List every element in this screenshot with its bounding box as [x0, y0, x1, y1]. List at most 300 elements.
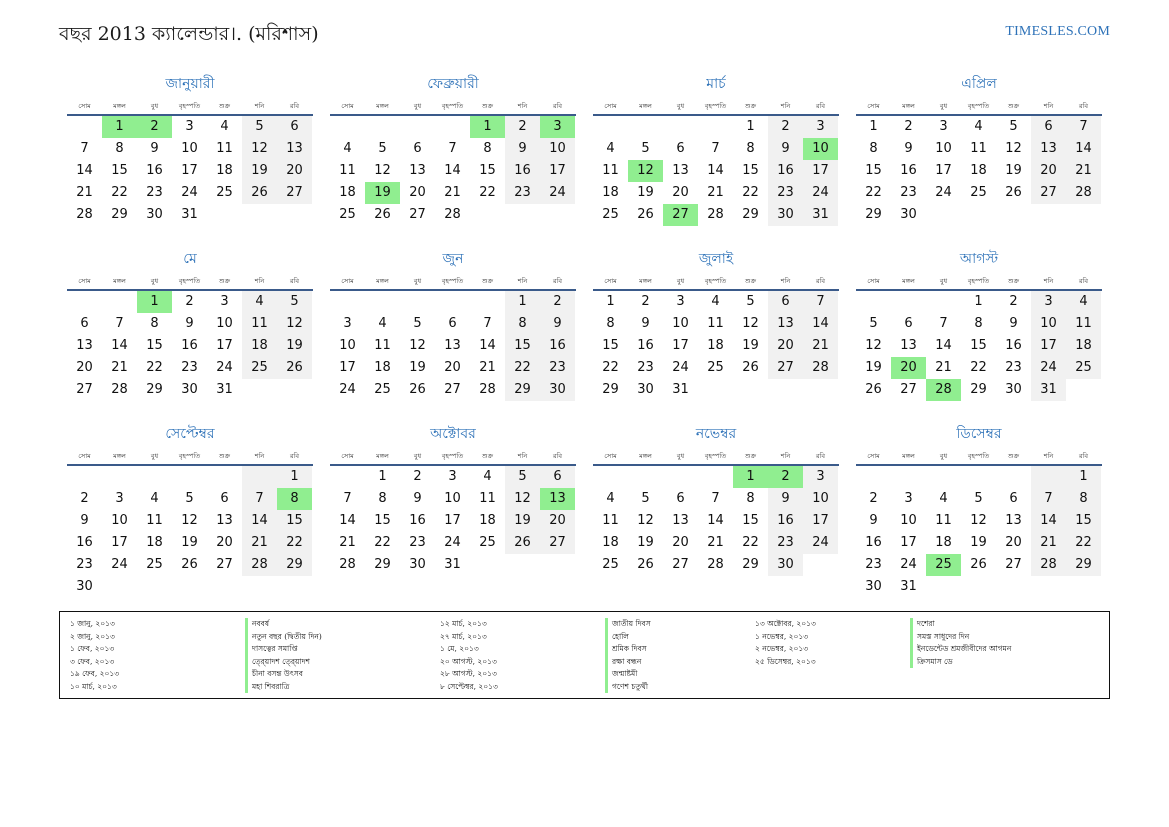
day-cell: 6	[448, 316, 457, 331]
day-cell: 25	[602, 207, 619, 222]
empty-day-cell	[961, 466, 996, 488]
day-cell: 5	[505, 466, 540, 488]
day-cell: 1	[746, 119, 755, 134]
day-cell: 28	[479, 382, 496, 397]
weekday-label: বুধ	[150, 451, 159, 460]
weekday-label: বুধ	[676, 451, 685, 460]
day-grid	[856, 116, 1102, 226]
month-calendar	[593, 425, 839, 600]
day-cell: 7	[343, 491, 352, 506]
day-grid	[330, 116, 576, 226]
day-cell: 20	[409, 185, 426, 200]
day-cell: 17	[181, 163, 198, 178]
day-cell: 21	[479, 360, 496, 375]
day-cell: 9	[540, 313, 575, 335]
holiday-date: ২ নভেম্বর, ২০১৩	[755, 644, 809, 653]
day-cell: 5	[277, 291, 312, 313]
day-cell: 5	[974, 491, 983, 506]
day-cell: 12	[277, 313, 312, 335]
day-cell: 30	[181, 382, 198, 397]
day-cell: 18	[146, 535, 163, 550]
day-cell: 26	[970, 557, 987, 572]
day-cell: 21	[707, 185, 724, 200]
day-cell: 30	[540, 379, 575, 401]
day-cell: 1	[869, 119, 878, 134]
day-cell: 6	[676, 491, 685, 506]
month-name: জুন	[442, 251, 464, 267]
day-cell: 27	[1031, 182, 1066, 204]
day-cell: 16	[1005, 338, 1022, 353]
day-cell: 28	[1031, 554, 1066, 576]
day-cell: 11	[216, 141, 233, 156]
day-cell: 6	[413, 141, 422, 156]
day-cell: 22	[505, 357, 540, 379]
day-cell: 12	[505, 488, 540, 510]
day-cell: 19	[181, 535, 198, 550]
day-cell: 17	[444, 513, 461, 528]
month-calendar	[856, 75, 1102, 250]
empty-day-cell	[67, 466, 102, 488]
weekday-label: শুক্র	[218, 276, 231, 285]
day-cell: 17	[1031, 335, 1066, 357]
day-cell: 16	[505, 160, 540, 182]
holiday-name: ত্র্য়োদশ ত্র্য়োদশ	[245, 656, 440, 669]
weekday-label: সোম	[867, 276, 880, 285]
day-cell: 9	[768, 488, 803, 510]
day-cell: 2	[768, 116, 803, 138]
month-calendar	[856, 250, 1102, 425]
day-cell: 22	[970, 360, 987, 375]
month-name: নভেম্বর	[695, 426, 737, 442]
day-cell: 30	[637, 382, 654, 397]
weekday-header	[856, 98, 1102, 116]
day-cell: 22	[865, 185, 882, 200]
holiday-name: মহা শিবরাত্রি	[245, 681, 440, 694]
day-cell: 4	[483, 469, 492, 484]
empty-day-cell	[207, 466, 242, 488]
holiday-name: হোলি	[605, 631, 755, 644]
day-cell: 20	[1005, 535, 1022, 550]
weekday-label: রবি	[289, 276, 300, 285]
day-cell: 23	[146, 185, 163, 200]
day-cell: 3	[939, 119, 948, 134]
holiday-date-column	[70, 618, 245, 698]
day-cell: 11	[242, 313, 277, 335]
holiday-date: ৩ ফেব, ২০১৩	[70, 656, 115, 666]
month-name: অক্টোবর	[430, 426, 476, 442]
day-cell: 18	[479, 513, 496, 528]
day-cell: 14	[935, 338, 952, 353]
weekday-label: বুধ	[413, 276, 422, 285]
day-cell: 15	[865, 163, 882, 178]
weekday-label: রবি	[552, 276, 563, 285]
day-cell: 18	[242, 335, 277, 357]
day-cell: 27	[768, 357, 803, 379]
weekday-label: রবি	[815, 451, 826, 460]
day-cell: 22	[111, 185, 128, 200]
day-cell: 10	[339, 338, 356, 353]
holiday-day-cell: 20	[891, 357, 926, 379]
day-cell: 10	[803, 488, 838, 510]
day-cell: 20	[672, 185, 689, 200]
day-cell: 22	[742, 535, 759, 550]
weekday-label: শনি	[254, 276, 265, 285]
empty-day-cell	[435, 291, 470, 313]
day-cell: 21	[339, 535, 356, 550]
day-cell: 26	[181, 557, 198, 572]
empty-day-cell	[102, 466, 137, 488]
day-cell: 10	[181, 141, 198, 156]
day-cell: 3	[115, 491, 124, 506]
month-name: ফেব্রুয়ারী	[427, 76, 479, 92]
day-cell: 14	[76, 163, 93, 178]
day-cell: 23	[768, 182, 803, 204]
day-cell: 29	[146, 382, 163, 397]
day-cell: 10	[900, 513, 917, 528]
day-cell: 7	[1066, 116, 1101, 138]
day-cell: 24	[935, 185, 952, 200]
day-cell: 19	[742, 338, 759, 353]
holiday-name: নববর্ষ	[245, 618, 440, 631]
day-cell: 16	[865, 535, 882, 550]
holiday-date: ১২ মার্চ, ২০১৩	[440, 619, 487, 628]
holiday-date: ২ জানু, ২০১৩	[70, 631, 115, 641]
day-cell: 17	[540, 160, 575, 182]
day-cell: 21	[1031, 532, 1066, 554]
empty-day-cell	[67, 116, 102, 138]
day-cell: 25	[970, 185, 987, 200]
empty-day-cell	[137, 466, 172, 488]
weekday-label: মঙ্গল	[902, 451, 915, 460]
weekday-label: সোম	[78, 451, 91, 460]
day-cell: 14	[1066, 138, 1101, 160]
day-cell: 30	[76, 579, 93, 594]
empty-day-cell	[856, 291, 891, 313]
weekday-label: সোম	[867, 451, 880, 460]
day-cell: 12	[865, 338, 882, 353]
day-cell: 2	[80, 491, 89, 506]
weekday-label: শুক্র	[481, 101, 494, 110]
day-cell: 17	[672, 338, 689, 353]
day-cell: 25	[216, 185, 233, 200]
day-cell: 2	[413, 469, 422, 484]
day-cell: 11	[970, 141, 987, 156]
day-cell: 13	[76, 338, 93, 353]
holiday-day-cell: 27	[663, 204, 698, 226]
weekday-label: সোম	[341, 101, 354, 110]
holiday-date: ১০ মার্চ, ২০১৩	[70, 681, 117, 691]
day-cell: 25	[479, 535, 496, 550]
holiday-name: নতুন বছর (দ্বিতীয় দিন)	[245, 631, 440, 644]
day-cell: 14	[242, 510, 277, 532]
day-cell: 26	[1005, 185, 1022, 200]
day-cell: 15	[505, 335, 540, 357]
day-cell: 21	[444, 185, 461, 200]
holiday-day-cell: 1	[102, 116, 137, 138]
day-cell: 29	[374, 557, 391, 572]
day-cell: 8	[606, 316, 615, 331]
day-cell: 14	[803, 313, 838, 335]
weekday-label: মঙ্গল	[639, 451, 652, 460]
day-cell: 19	[865, 360, 882, 375]
day-cell: 18	[707, 338, 724, 353]
day-cell: 30	[146, 207, 163, 222]
day-cell: 9	[150, 141, 159, 156]
empty-day-cell	[102, 291, 137, 313]
day-cell: 25	[602, 557, 619, 572]
weekday-label: শনি	[254, 101, 265, 110]
day-cell: 13	[216, 513, 233, 528]
day-cell: 7	[711, 491, 720, 506]
day-cell: 26	[505, 532, 540, 554]
day-cell: 25	[339, 207, 356, 222]
site-brand-link[interactable]: TIMESLES.COM	[1005, 24, 1110, 39]
day-cell: 14	[111, 338, 128, 353]
day-cell: 20	[444, 360, 461, 375]
day-cell: 12	[742, 316, 759, 331]
weekday-header	[330, 448, 576, 466]
empty-day-cell	[698, 466, 733, 488]
weekday-label: শুক্র	[481, 451, 494, 460]
day-cell: 7	[711, 141, 720, 156]
day-cell: 31	[803, 204, 838, 226]
weekday-label: শুক্র	[744, 276, 757, 285]
day-cell: 15	[970, 338, 987, 353]
day-cell: 12	[637, 513, 654, 528]
day-cell: 6	[676, 141, 685, 156]
month-calendar	[330, 75, 576, 250]
day-cell: 28	[111, 382, 128, 397]
day-cell: 15	[602, 338, 619, 353]
day-cell: 17	[111, 535, 128, 550]
day-cell: 28	[444, 207, 461, 222]
day-cell: 26	[242, 182, 277, 204]
weekday-label: সোম	[341, 276, 354, 285]
day-cell: 11	[1066, 313, 1101, 335]
day-cell: 19	[242, 160, 277, 182]
holiday-date-column	[755, 618, 910, 698]
holiday-date: ২০ আগস্ট, ২০১৩	[440, 656, 497, 666]
day-cell: 2	[185, 294, 194, 309]
day-cell: 27	[900, 382, 917, 397]
weekday-label: বৃহস্পতি	[441, 101, 464, 110]
day-cell: 17	[803, 160, 838, 182]
day-cell: 25	[242, 357, 277, 379]
weekday-header	[593, 98, 839, 116]
day-cell: 22	[602, 360, 619, 375]
day-cell: 15	[146, 338, 163, 353]
weekday-label: শনি	[517, 276, 528, 285]
day-cell: 22	[374, 535, 391, 550]
holiday-name-column	[245, 618, 440, 698]
holiday-name: জাতীয় দিবস	[605, 618, 755, 631]
weekday-label: বৃহস্পতি	[178, 276, 201, 285]
day-cell: 2	[869, 491, 878, 506]
day-cell: 12	[970, 513, 987, 528]
weekday-header	[856, 448, 1102, 466]
weekday-label: শুক্র	[744, 101, 757, 110]
day-cell: 31	[900, 579, 917, 594]
day-cell: 8	[746, 141, 755, 156]
day-cell: 16	[76, 535, 93, 550]
day-cell: 8	[746, 491, 755, 506]
day-cell: 9	[80, 513, 89, 528]
weekday-label: বৃহস্পতি	[967, 451, 990, 460]
day-cell: 4	[974, 119, 983, 134]
holiday-name-column	[605, 618, 755, 698]
day-cell: 18	[339, 185, 356, 200]
day-cell: 4	[242, 291, 277, 313]
day-cell: 26	[409, 382, 426, 397]
day-cell: 24	[803, 532, 838, 554]
day-cell: 31	[672, 382, 689, 397]
day-cell: 7	[115, 316, 124, 331]
day-cell: 20	[672, 535, 689, 550]
day-cell: 6	[80, 316, 89, 331]
day-cell: 8	[505, 313, 540, 335]
day-cell: 6	[220, 491, 229, 506]
day-cell: 15	[479, 163, 496, 178]
weekday-label: মঙ্গল	[113, 276, 126, 285]
day-cell: 7	[483, 316, 492, 331]
weekday-header	[67, 448, 313, 466]
holiday-day-cell: 10	[803, 138, 838, 160]
day-cell: 31	[181, 207, 198, 222]
day-cell: 17	[339, 360, 356, 375]
weekday-label: রবি	[1078, 451, 1089, 460]
holiday-day-cell: 2	[768, 466, 803, 488]
empty-day-cell	[330, 291, 365, 313]
weekday-header	[856, 273, 1102, 291]
day-cell: 12	[409, 338, 426, 353]
day-grid	[593, 466, 839, 576]
holiday-date: ১ নভেম্বর, ২০১৩	[755, 631, 809, 641]
day-cell: 10	[540, 138, 575, 160]
day-cell: 15	[1066, 510, 1101, 532]
weekday-label: শনি	[780, 101, 791, 110]
day-cell: 4	[711, 294, 720, 309]
weekday-label: শুক্র	[218, 101, 231, 110]
weekday-label: মঙ্গল	[376, 451, 389, 460]
day-cell: 4	[606, 491, 615, 506]
day-cell: 13	[672, 513, 689, 528]
day-cell: 3	[803, 116, 838, 138]
month-calendar	[330, 425, 576, 600]
day-cell: 19	[277, 335, 312, 357]
day-grid	[330, 466, 576, 576]
day-cell: 24	[540, 182, 575, 204]
day-cell: 30	[768, 554, 803, 576]
month-calendar	[330, 250, 576, 425]
empty-day-cell	[365, 291, 400, 313]
holiday-name: জন্মাষ্টমী	[605, 668, 755, 681]
day-cell: 8	[974, 316, 983, 331]
holiday-day-cell: 28	[926, 379, 961, 401]
weekday-label: শুক্র	[1007, 451, 1020, 460]
day-cell: 15	[374, 513, 391, 528]
day-cell: 21	[935, 360, 952, 375]
day-cell: 16	[637, 338, 654, 353]
holiday-name: রক্ষা বন্ধন	[605, 656, 755, 669]
day-cell: 24	[1031, 357, 1066, 379]
day-cell: 26	[865, 382, 882, 397]
weekday-label: শনি	[1043, 451, 1054, 460]
day-cell: 24	[181, 185, 198, 200]
day-cell: 23	[505, 182, 540, 204]
weekday-label: বৃহস্পতি	[704, 276, 727, 285]
empty-day-cell	[470, 291, 505, 313]
day-cell: 30	[409, 557, 426, 572]
holiday-name: সমস্ত সাধুদের দিন	[910, 631, 1121, 644]
day-cell: 2	[505, 116, 540, 138]
day-cell: 3	[904, 491, 913, 506]
day-cell: 1	[1066, 466, 1101, 488]
day-cell: 8	[869, 141, 878, 156]
day-cell: 19	[637, 185, 654, 200]
day-grid	[593, 116, 839, 226]
weekday-label: বুধ	[939, 276, 948, 285]
day-cell: 29	[602, 382, 619, 397]
holiday-day-cell: 1	[470, 116, 505, 138]
month-calendar	[67, 250, 313, 425]
weekday-label: বৃহস্পতি	[967, 276, 990, 285]
holiday-date: ২৭ মার্চ, ২০১৩	[440, 631, 487, 641]
day-cell: 19	[1005, 163, 1022, 178]
day-cell: 19	[970, 535, 987, 550]
day-cell: 28	[76, 207, 93, 222]
day-cell: 23	[900, 185, 917, 200]
day-cell: 26	[637, 207, 654, 222]
day-cell: 6	[540, 466, 575, 488]
day-cell: 30	[768, 204, 803, 226]
month-calendar	[856, 425, 1102, 600]
empty-day-cell	[926, 466, 961, 488]
day-cell: 13	[1031, 138, 1066, 160]
month-calendar	[67, 75, 313, 250]
day-cell: 23	[409, 535, 426, 550]
weekday-label: বৃহস্পতি	[178, 451, 201, 460]
day-cell: 13	[672, 163, 689, 178]
day-cell: 21	[76, 185, 93, 200]
day-cell: 22	[277, 532, 312, 554]
empty-day-cell	[242, 466, 277, 488]
weekday-label: মঙ্গল	[376, 276, 389, 285]
day-cell: 27	[672, 557, 689, 572]
empty-day-cell	[628, 466, 663, 488]
holiday-day-cell: 1	[733, 466, 768, 488]
day-cell: 14	[707, 163, 724, 178]
empty-day-cell	[891, 291, 926, 313]
weekday-label: রবি	[1078, 276, 1089, 285]
day-cell: 29	[742, 207, 759, 222]
empty-day-cell	[926, 291, 961, 313]
day-cell: 7	[80, 141, 89, 156]
day-cell: 16	[900, 163, 917, 178]
empty-day-cell	[663, 116, 698, 138]
holiday-date: ১ জানু, ২০১৩	[70, 619, 115, 628]
day-cell: 28	[707, 207, 724, 222]
weekday-label: মঙ্গল	[376, 101, 389, 110]
day-cell: 4	[220, 119, 229, 134]
weekday-label: সোম	[604, 101, 617, 110]
weekday-label: বৃহস্পতি	[704, 101, 727, 110]
weekday-label: বুধ	[413, 451, 422, 460]
day-cell: 7	[1031, 488, 1066, 510]
holiday-day-cell: 13	[540, 488, 575, 510]
weekday-label: বৃহস্পতি	[967, 101, 990, 110]
day-cell: 1	[974, 294, 983, 309]
day-cell: 24	[216, 360, 233, 375]
